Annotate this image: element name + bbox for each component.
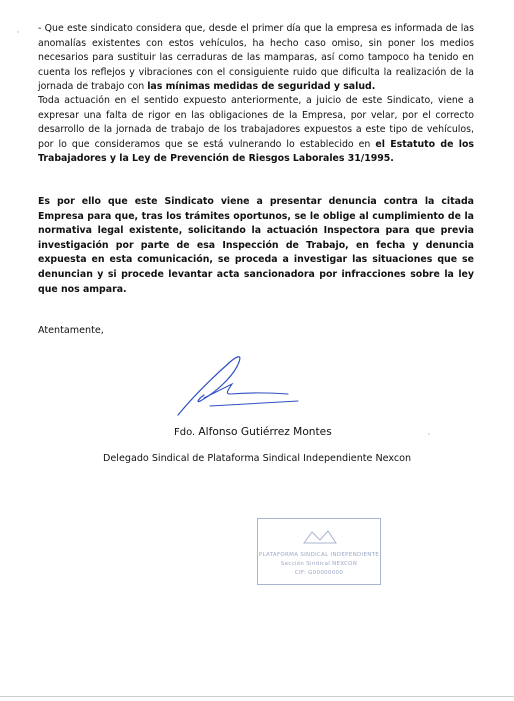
paragraph-legal-basis (38, 94, 474, 167)
closing-salutation: Atentamente, (38, 325, 104, 336)
paragraph-emphasis: el Estatuto de los Trabajadores y la Ley de Prevención de Riesgos Laborales 31/1995. (38, 138, 474, 165)
stamp-line: Sección Sindical NEXCON (280, 561, 358, 567)
page-edge-divider (0, 696, 514, 697)
signer-name: Alfonso Gutiérrez Montes (198, 426, 332, 438)
signer-line (174, 426, 332, 438)
paragraph-complaint (38, 22, 474, 95)
signer-role: Delegado Sindical de Plataforma Sindical Independiente Nexcon (103, 453, 412, 464)
stamp-logo (302, 529, 338, 545)
union-stamp (257, 518, 381, 585)
scan-mark: ' (428, 432, 430, 440)
stamp-line: PLATAFORMA SINDICAL INDEPENDIENTE (258, 552, 380, 558)
paragraph-text: Toda actuación en el sentido expuesto anteriormente, a juicio de este Sindicato, viene a expresar una falta de rigor en las obligaciones de la Empresa, por velar, por el correcto desarrollo de la jornada de trabajo de los trabajadores expuestos a este tipo de vehículos, por lo que consideramos que se está vulnerando lo establecido en (38, 95, 474, 150)
signer-prefix: Fdo. (174, 427, 196, 438)
paragraph-emphasis: las mínimas medidas de seguridad y salud. (147, 81, 376, 93)
paragraph-request: Es por ello que este Sindicato viene a presentar denuncia contra la citada Empresa para que, tras los trámites oportunos, se le oblige al cumplimiento de la normativa legal existente, solicitando la actuación Inspectora para que previa investigación por parte de esa Inspección de Trabajo, en fecha y denuncia expuesta en esta comunicación, se proceda a investigar las situaciones que se denuncian y si procede levantar acta sancionadora por infracciones sobre la ley que nos ampara. (38, 196, 474, 295)
handwritten-signature (170, 348, 315, 423)
paragraph-text: - Que este sindicato considera que, desde el primer día que la empresa es informada de las anomalías existentes con estos vehículos, ha hecho caso omiso, sin poner los medios necesarios para sustituir las cerraduras de las mamparas, así como tampoco ha tenido en cuenta los reflejos y vibraciones con el consiguiente ruido que dificulta la realización de la jornada de trabajo con (38, 23, 474, 93)
scan-mark: ' (17, 30, 19, 38)
stamp-line: CIF: G00000000 (294, 570, 344, 576)
